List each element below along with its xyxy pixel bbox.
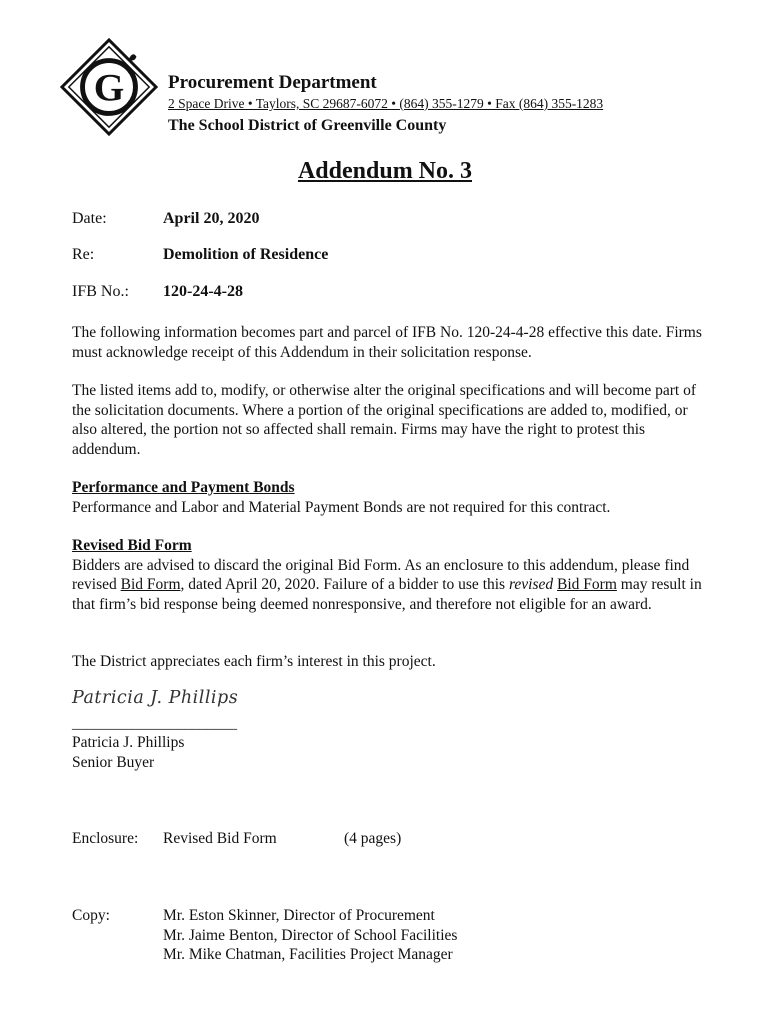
department-address: 2 Space Drive • Taylors, SC 29687-6072 • (864) 355-1279 • Fax (864) 355-1283 [168,96,604,111]
ifb-label: IFB No.: [72,283,129,300]
copy-recipient: Mr. Eston Skinner, Director of Procurement [163,907,435,924]
re-label: Re: [72,246,95,263]
date-label: Date: [72,210,107,227]
enclosure-pages: (4 pages) [344,830,402,847]
enclosure-label: Enclosure: [72,830,139,847]
bid-form-body: Bidders are advised to discard the original Bid Form. As an enclosure to this addendum, please find revised Bid Form, dated April 20, 2020. Failure of a bidder to use this revised Bid Form may result in that firm’s bid response being deemed nonresponsive, and therefore not eligible for an award. [72,556,702,613]
listed-items-paragraph: The listed items add to, modify, or otherwise alter the original specifications and will become part of the solicitation documents. Where a portion of the original specifications are added to, modified, or also altered, the portion not so affected shall remain. Firms may have the right to protest this addendum. [72,382,696,458]
ifb-field [72,283,243,301]
bid-form-section [72,536,712,614]
signer-name: Patricia J. Phillips [72,734,185,751]
department-name: Procurement Department [168,72,377,93]
enclosure-item: Revised Bid Form [163,830,277,847]
signature-script: Patricia J. Phillips [72,688,239,708]
intro-paragraph: The following information becomes part and parcel of IFB No. 120-24-4-28 effective this date. Firms must acknowledge receipt of this Addendum in their solicitation response. [72,324,702,361]
bid-form-heading: Revised Bid Form [72,537,192,554]
bonds-heading: Performance and Payment Bonds [72,479,295,496]
district-logo-icon [60,38,158,136]
bonds-body: Performance and Labor and Material Payment Bonds are not required for this contract. [72,498,611,516]
bid-form-link: Bid Form [557,576,617,593]
copy-recipient: Mr. Jaime Benton, Director of School Facilities [163,926,458,944]
re-field [72,246,328,264]
date-value: April 20, 2020 [163,210,260,227]
signature-line: ______________________ [72,716,237,732]
copy-list [163,906,457,965]
closing-paragraph: The District appreciates each firm’s interest in this project. [72,653,436,670]
signer-block [72,733,184,772]
ifb-value: 120-24-4-28 [163,283,243,300]
district-name: The School District of Greenville County [168,117,447,134]
bid-form-link: Bid Form [120,576,181,593]
svg-text:G: G [93,66,125,110]
page-title: Addendum No. 3 [297,158,473,184]
bonds-section [72,478,712,517]
copy-recipient: Mr. Mike Chatman, Facilities Project Manager [163,946,453,963]
copy-label: Copy: [72,907,110,924]
re-value: Demolition of Residence [163,246,329,263]
signer-title: Senior Buyer [72,753,155,771]
date-field [72,210,259,228]
